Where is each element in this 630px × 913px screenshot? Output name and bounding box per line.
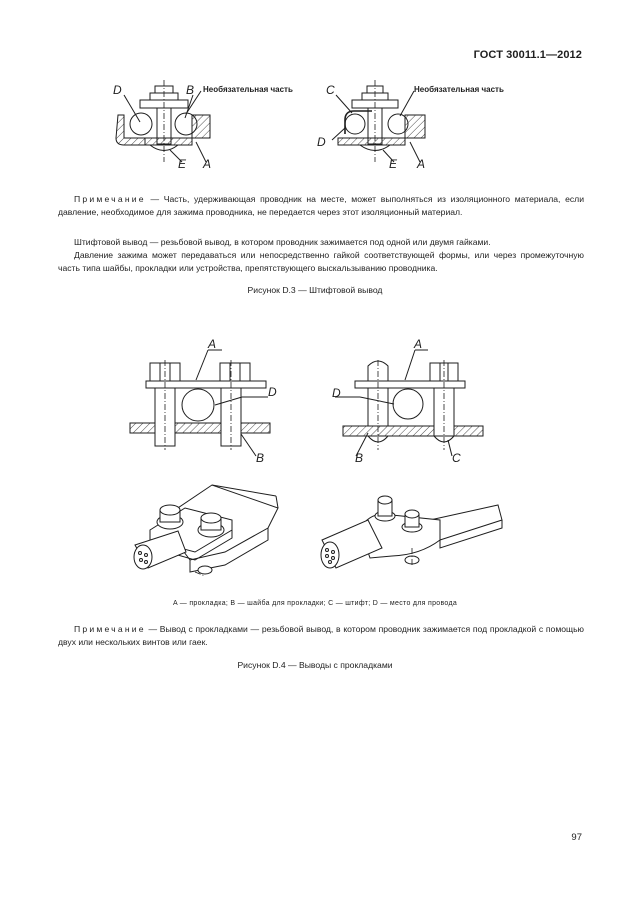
label-optional-part: Необязательная часть [414, 85, 504, 94]
definition-clamping-pressure: Давление зажима может передаваться или непосредственно гайкой соответствующей формы, или через промежуточную часть типа шайбы, прокладки или устройства, препятствующего выскальзыванию проводника. [58, 250, 584, 273]
label-c: C [452, 451, 461, 465]
label-d: D [317, 135, 326, 149]
note-prefix: Примечание [74, 194, 146, 204]
standard-header: ГОСТ 30011.1—2012 [473, 49, 582, 61]
label-a: A [417, 157, 426, 171]
label-e: E [389, 157, 398, 171]
figure-d3-left-drawing [113, 80, 293, 171]
label-a: A [203, 157, 212, 171]
label-optional-part: Необязательная часть [203, 85, 293, 94]
note-text: — Вывод с прокладками — резьбовой вывод, в котором проводник зажимается под прокладкой с помощью двух или нескольких винтов или гаек. [58, 624, 584, 647]
page-number: 97 [571, 832, 582, 843]
figure-d3-caption: Рисунок D.3 — Штифтовой вывод [247, 285, 383, 295]
note-d3 [58, 193, 584, 218]
figure-d4-right-perspective [321, 496, 502, 568]
label-c: C [326, 83, 335, 97]
figure-d4-left-perspective [134, 485, 278, 576]
figure-d4-caption: Рисунок D.4 — Выводы с прокладками [237, 660, 393, 670]
label-d: D [268, 385, 277, 399]
figure-d4-left-drawing [130, 337, 277, 465]
label-b: B [355, 451, 364, 465]
note-text: — Часть, удерживающая проводник на месте, может выполняться из изоляционного материала, если давление, необходимое для зажима проводника, не передается через этот изоляционный материал. [58, 194, 584, 217]
label-b: B [186, 83, 195, 97]
label-e: E [178, 157, 187, 171]
label-b: B [256, 451, 265, 465]
label-d: D [332, 386, 341, 400]
note-d4 [58, 623, 584, 648]
label-a: A [414, 337, 423, 351]
note-prefix: Примечание [74, 624, 146, 634]
figure-d4-right-drawing [332, 337, 483, 465]
figure-d4-legend: A — прокладка; B — шайба для прокладки; C — штифт; D — место для провода [172, 600, 458, 607]
figure-d3-right-drawing [317, 80, 504, 171]
label-d: D [113, 83, 122, 97]
definition-stud-terminal: Штифтовой вывод — резьбовой вывод, в котором проводник зажимается под одной или двумя гайками. [74, 237, 491, 247]
label-a: A [208, 337, 217, 351]
